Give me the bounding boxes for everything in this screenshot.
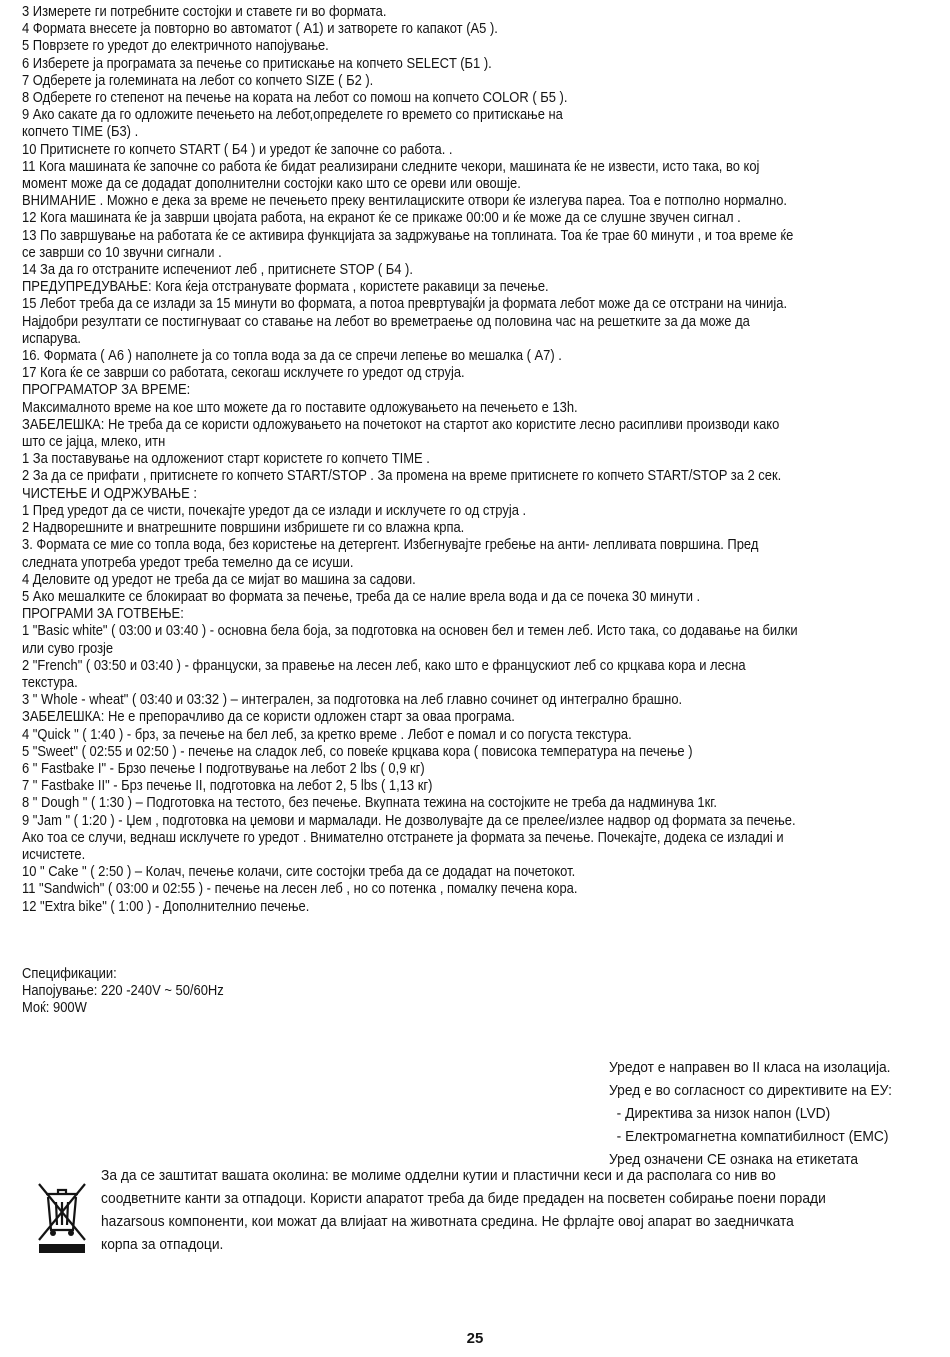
- program-line: текстура.: [22, 674, 78, 691]
- conformity-line: - Директива за низок напон (LVD): [609, 1105, 831, 1122]
- body-line: 15 Лебот треба да се излади за 15 минути во формата, а потоа превртувајќи ја формата лебот може да се отстрани на чинија.: [22, 296, 788, 313]
- program-line: 9 "Jam " ( 1:20 ) - Џем , подготовка на џемови и мармалади. Не дозволувајте да се прелее/излее надвор од формата за печење.: [22, 812, 796, 829]
- section-heading-programs: ПРОГРАМИ ЗА ГОТВЕЊЕ:: [22, 606, 184, 623]
- body-line: Најдобри резултати се постигнуваат со ставање на лебот во времетраење од половина час на решетките за да може да: [22, 313, 750, 330]
- body-line: 10 Притиснете го копчето START ( Б4 ) и уредот ќе започне со работа. .: [22, 141, 453, 158]
- body-line: Максималното време на кое што можете да го поставите одложувањето на печењето е 13h.: [22, 399, 578, 416]
- program-note: ЗАБЕЛЕШКА: Не е препорачливо да се користи одложен старт за оваа програма.: [22, 709, 515, 726]
- body-line: 4 Формата внесете ја повторно во автоматот ( А1) и затворете го капакот (А5 ).: [22, 21, 498, 38]
- program-line: 6 " Fastbake I" - Брзо печење I подготвување на лебот 2 lbs ( 0,9 кг): [22, 760, 425, 777]
- body-line: 1 За поставување на одложениот старт користете го копчето TIME .: [22, 451, 430, 468]
- program-line: 10 " Cake " ( 2:50 ) – Колач, печење колачи, сите состојки треба да се додадат на почетокот.: [22, 864, 576, 881]
- body-line: 12 Кога машината ќе ја заврши цвојата работа, на екранот ќе се прикаже 00:00 и ќе може да се слушне звучен сигнал .: [22, 210, 741, 227]
- conformity-line: Уред означени CE ознака на етикетата: [609, 1151, 859, 1168]
- spec-power: Моќ: 900W: [22, 1000, 87, 1017]
- body-line: 3 Измерете ги потребните состојки и ставете ги во формата.: [22, 4, 387, 20]
- environment-line: За да се заштитат вашата околина: ве молиме одделни кутии и пластични кеси и да располага со нив во: [101, 1167, 776, 1184]
- body-line: 9 Ако сакате да го одложите печењето на лебот,определете го времето со притискање на: [22, 107, 563, 124]
- program-line: 1 "Basic white" ( 03:00 и 03:40 ) - основна бела боја, за подготовка на основен бел и темен леб. Исто така, со додавање на билки: [22, 623, 798, 640]
- body-line: 17 Кога ќе се заврши со работата, секогаш исклучете го уредот од струја.: [22, 365, 465, 382]
- body-line: 16. Формата ( А6 ) наполнете ја со топла вода за да се спречи лепење во мешалка ( А7) .: [22, 348, 562, 365]
- caution-note: ПРЕДУПРЕДУВАЊЕ: Кога ќеја отстранувате формата , користете ракавици за печење.: [22, 279, 549, 296]
- body-line: 11 Кога машината ќе започне со работа ќе бидат реализирани следните чекори, машината ќе не извести, исто така, во кој: [22, 158, 760, 175]
- body-line: копчето TIME (Б3) .: [22, 124, 139, 141]
- environment-notice: [101, 1164, 826, 1256]
- body-line: 4 Деловите од уредот не треба да се мијат во машина за садови.: [22, 571, 416, 588]
- program-line: 3 " Whole - wheat" ( 03:40 и 03:32 ) – интегрален, за подготовка на леб главно сочинет од интегрално брашно.: [22, 692, 683, 709]
- program-line: исчистете.: [22, 846, 86, 863]
- body-line: следната употреба уредот треба темелно да се исуши.: [22, 554, 354, 571]
- program-line: 12 "Extra bike" ( 1:00 ) - Дополнителнио печење.: [22, 898, 310, 915]
- program-line: 2 "French" ( 03:50 и 03:40 ) - француски, за правење на лесен леб, како што е францускиот леб со крцкава кора и лесна: [22, 657, 746, 674]
- specifications: [22, 966, 224, 1018]
- program-line: или суво грозје: [22, 640, 114, 657]
- warning-note: ВНИМАНИЕ . Можно е дека за време не печењето преку вентилациските отвори ќе излегува пареа. Тоа е потполно нормално.: [22, 193, 788, 210]
- body-line: 3. Формата се мие со топла вода, без користење на детергент. Избегнувајте гребење на анти- лепливата површина. Пред: [22, 537, 759, 554]
- section-heading-timer: ПРОГРАМАТОР ЗА ВРЕМЕ:: [22, 382, 191, 399]
- spec-power-supply: Напојување: 220 -240V ~ 50/60Hz: [22, 983, 224, 1000]
- body-line: 5 Поврзете го уредот до електричното напојување.: [22, 38, 329, 55]
- spec-heading: Спецификации:: [22, 966, 117, 982]
- crossed-out-wheelie-bin-icon: [36, 1180, 88, 1254]
- instructions-body: [22, 4, 848, 916]
- environment-line: соодветните канти за отпадоци. Користи апаратот треба да биде предаден на посветен собирање поени поради: [101, 1190, 826, 1207]
- body-line: 13 По завршување на работата ќе се активира функцијата за задржување на топлината. Тоа ќе трае 60 минути , и тоа време ќе: [22, 227, 794, 244]
- environment-line: корпа за отпадоци.: [101, 1236, 224, 1253]
- conformity-line: Уред е во согласност со директивите на ЕУ:: [609, 1082, 892, 1099]
- program-line: 11 "Sandwich" ( 03:00 и 02:55 ) - печење на лесен леб , но со потенка , помалку печена кора.: [22, 881, 578, 898]
- body-line: ЗАБЕЛЕШКА: Не треба да се користи одложувањето на почетокот на стартот ако користите лесно расипливи производи како: [22, 416, 780, 433]
- program-line: 8 " Dough " ( 1:30 ) – Подготовка на тестото, без печење. Вкупната тежина на состојките не треба да надминува 1кг.: [22, 795, 718, 812]
- body-line: 1 Пред уредот да се чисти, почекајте уредот да се излади и исклучете го од струја .: [22, 502, 527, 519]
- conformity-line: Уредот е направен во II класа на изолација.: [609, 1059, 891, 1076]
- program-line: Ако тоа се случи, веднаш исклучете го уредот . Внимателно отстранете ја формата за печење. Почекајте, додека се изладиi и: [22, 829, 784, 846]
- conformity-line: - Електромагнетна компатибилност (EMC): [609, 1128, 889, 1145]
- body-line: што се јајца, млеко, итн: [22, 434, 166, 451]
- body-line: 6 Изберете ја програмата за печење со притискање на копчето SELECT (Б1 ).: [22, 55, 492, 72]
- body-line: испарува.: [22, 330, 82, 347]
- conformity-statement: [609, 1056, 892, 1171]
- environment-line: hazarsous компоненти, кои можат да влијаат на животната средина. Не фрлајте овој апарат во заедничката: [101, 1213, 794, 1230]
- body-line: 14 За да го отстраните испечениот леб , притиснете STOP ( Б4 ).: [22, 262, 413, 279]
- body-line: 2 Надворешните и внатрешните површини избришете ги со влажна крпа.: [22, 520, 465, 537]
- section-heading-cleaning: ЧИСТЕЊЕ И ОДРЖУВАЊЕ :: [22, 485, 197, 502]
- program-line: 5 "Sweet" ( 02:55 и 02:50 ) - печење на сладок леб, со повеќе крцкава кора ( повисока температура на печење ): [22, 743, 693, 760]
- body-line: 2 За да се прифати , притиснете го копчето START/STOP . За промена на време притиснете го копчето START/STOP за 2 сек.: [22, 468, 782, 485]
- body-line: 8 Одберете го степенот на печење на кората на лебот со помош на копчето COLOR ( Б5 ).: [22, 90, 568, 107]
- body-line: се заврши со 10 звучни сигнали .: [22, 244, 222, 261]
- page-number: 25: [466, 1330, 484, 1347]
- body-line: момент може да се додадат дополнителни состојки како што се ореви или овошје.: [22, 176, 521, 193]
- body-line: 5 Ако мешалките се блокираат во формата за печење, треба да се налие врела вода и да се почека 30 минути .: [22, 588, 701, 605]
- program-line: 4 "Quick " ( 1:40 ) - брз, за печење на бел леб, за кретко време . Лебот е помал и со погуста текстура.: [22, 726, 632, 743]
- body-line: 7 Одберете ја големината на лебот со копчето SIZE ( Б2 ).: [22, 72, 374, 89]
- program-line: 7 " Fastbake II" - Брз печење II, подготовка на лебот 2, 5 lbs ( 1,13 кг): [22, 778, 433, 795]
